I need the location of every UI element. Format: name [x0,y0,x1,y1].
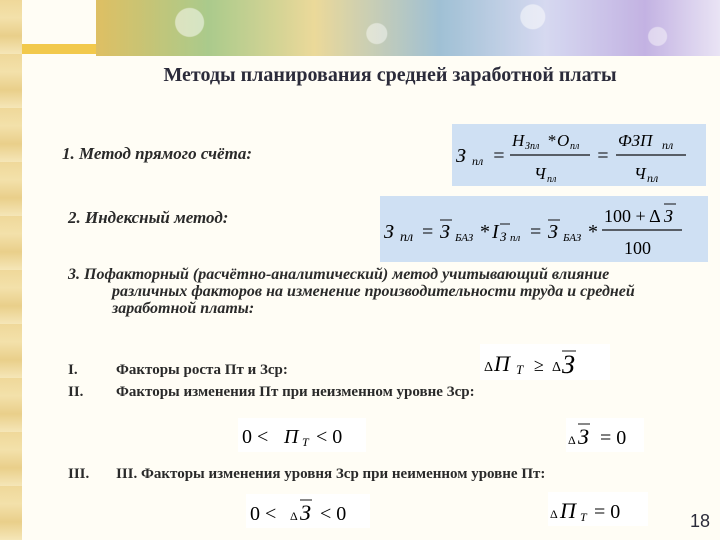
method-factor-text: 3. Пофакторный (расчётно-аналитический) метод учитывающий влияние различных факторов на изменение производительности труда и средней заработной платы: [68,266,635,317]
formula-factor-ii-pt [238,418,366,452]
decorative-sidebar [0,0,22,540]
svg-text:П: П [284,426,299,448]
factor-ii-mark: II. [68,384,84,400]
svg-text:Т: Т [302,435,309,449]
svg-text:=: = [422,221,434,243]
svg-text:*: * [480,221,490,243]
svg-text:П: П [494,351,510,376]
svg-text:З: З [562,350,575,379]
decorative-banner [96,0,720,56]
svg-text:= 0: = 0 [594,501,621,523]
svg-text:З: З [548,221,558,243]
svg-text:Δ: Δ [550,507,558,521]
svg-text:Ч: Ч [634,164,646,183]
svg-text:< 0: < 0 [320,503,347,525]
svg-text:З: З [384,221,394,243]
svg-text:Ч: Ч [534,164,546,183]
svg-text:*: * [588,221,598,243]
svg-text:Δ: Δ [568,433,576,447]
svg-text:ФЗП: ФЗП [618,131,653,150]
svg-text:=: = [530,221,542,243]
svg-text:пл: пл [570,141,580,152]
formula-factor-iii-pt [548,492,648,526]
formula-factor-ii-z [566,418,644,452]
factor-ii-text: Факторы изменения Пт при неизменном уровне Зср: [116,384,475,400]
factor-iii-text: III. Факторы изменения уровня Зср при неименном уровне Пт: [116,466,546,482]
svg-text:Зпл: Зпл [525,141,540,152]
svg-text:=: = [492,145,506,167]
svg-text:100 + Δ: 100 + Δ [604,206,661,226]
svg-text:=: = [596,145,610,167]
svg-text:Δ: Δ [552,360,562,375]
method-factor-label [68,266,658,317]
svg-text:< 0: < 0 [316,426,343,448]
factor-i-text: Факторы роста Пт и Зср: [116,362,288,378]
svg-text:БАЗ: БАЗ [563,232,582,244]
svg-text:Δ: Δ [290,509,298,523]
svg-text:Δ: Δ [484,360,494,375]
svg-text:П: П [560,498,576,523]
svg-text:пл: пл [400,230,414,245]
svg-text:БАЗ: БАЗ [455,232,474,244]
svg-text:З: З [300,500,311,525]
svg-text:пл: пл [547,174,557,185]
method-direct-label: 1. Метод прямого счёта: [62,144,252,163]
formula-factor-iii-z [246,494,370,528]
svg-text:I: I [492,221,499,243]
svg-text:З: З [440,221,450,243]
factor-i-mark: I. [68,362,78,378]
svg-text:*: * [547,131,556,150]
svg-text:= 0: = 0 [600,427,627,449]
formula-index [380,196,708,262]
formula-direct [452,124,706,186]
svg-text:0 <: 0 < [242,426,269,448]
svg-text:пл: пл [510,232,521,244]
factor-iii-mark: III. [68,466,90,482]
svg-text:пл: пл [662,138,674,152]
svg-text:Н: Н [512,131,525,150]
svg-text:О: О [557,131,570,150]
method-index-label: 2. Индексный метод: [68,208,229,227]
svg-text:З: З [456,145,466,167]
formula-factor-i [480,344,610,380]
svg-text:З: З [500,229,507,244]
svg-text:0 <: 0 < [250,503,277,525]
svg-text:Т: Т [516,362,524,377]
decorative-bar [22,44,96,54]
svg-text:З: З [578,424,589,449]
svg-text:З: З [664,206,673,226]
svg-text:Т: Т [580,510,587,524]
svg-text:100: 100 [624,238,651,258]
svg-text:≥: ≥ [534,355,544,375]
svg-text:пл: пл [647,171,659,185]
page-number: 18 [689,511,710,531]
svg-text:пл: пл [472,154,484,168]
slide-title: Методы планирования средней заработной платы [163,64,617,86]
